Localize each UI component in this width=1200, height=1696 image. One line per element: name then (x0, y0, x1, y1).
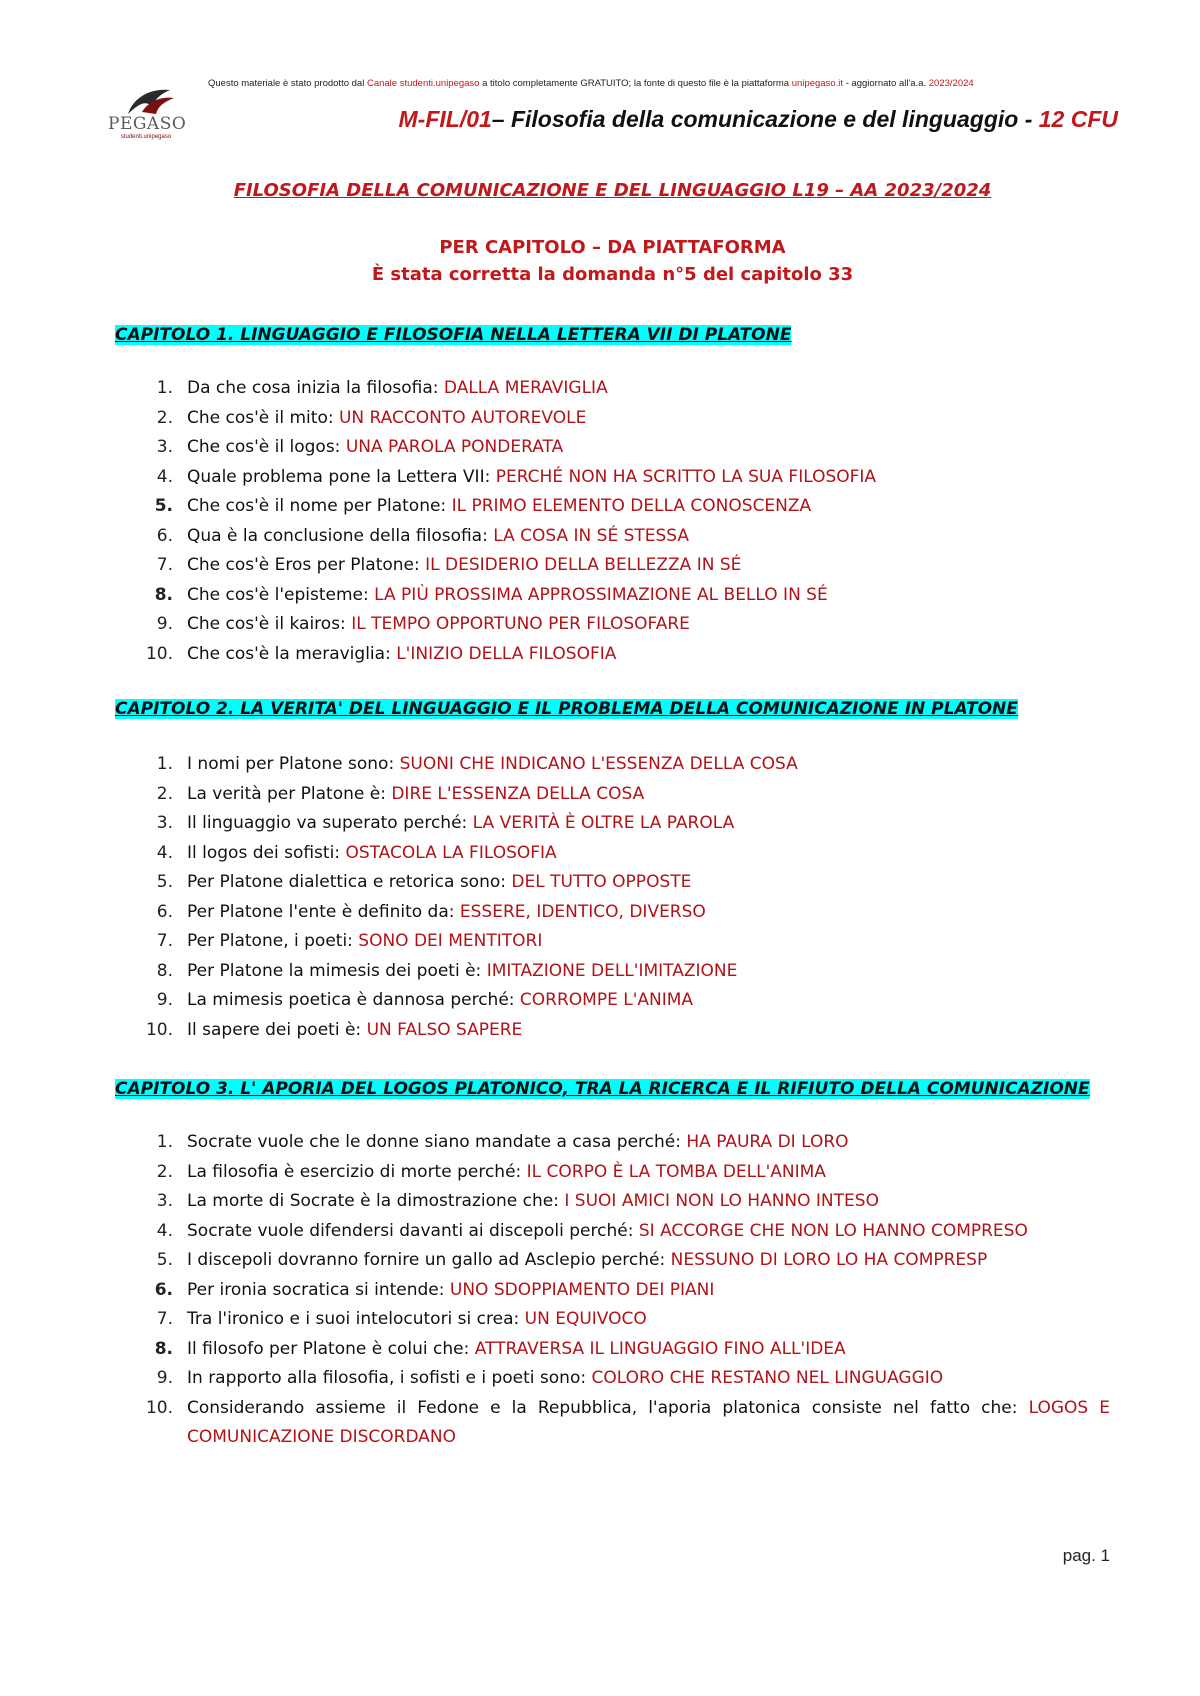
page-header (108, 78, 1118, 148)
question-item (115, 927, 1110, 957)
course-cfu: 12 CFU (1038, 106, 1118, 132)
answer-text: HA PAURA DI LORO (686, 1132, 849, 1152)
question-text: Che cos'è la meraviglia: (187, 643, 397, 664)
question-item (115, 1276, 1110, 1306)
question-item (115, 1305, 1110, 1335)
answer-text: DEL TUTTO OPPOSTE (511, 872, 692, 892)
question-number: 2. (156, 407, 173, 428)
question-item (115, 780, 1110, 810)
answer-text: LOGOS E COMUNICAZIONE DISCORDANO (187, 1397, 1110, 1447)
question-text: I discepoli dovranno fornire un gallo ad Asclepio perché: (187, 1250, 671, 1270)
question-item (115, 1217, 1110, 1247)
question-item (115, 551, 1110, 581)
question-number: 7. (156, 555, 173, 575)
course-title (308, 106, 1118, 133)
question-number: 7. (156, 1309, 173, 1329)
question-number: 7. (156, 931, 173, 951)
notice-text-2: a titolo completamente GRATUITO; la fonte di questo file è la piattaforma (479, 78, 792, 89)
question-text: La verità per Platone è: (187, 783, 392, 804)
question-number: 9. (156, 1368, 173, 1388)
question-text: Per Platone dialettica e retorica sono: (187, 872, 512, 892)
question-text: La filosofia è esercizio di morte perché: (187, 1161, 527, 1182)
answer-text: SI ACCORGE CHE NON LO HANNO COMPRESO (638, 1220, 1028, 1241)
logo-text: PEGASO (108, 114, 187, 134)
question-text: I nomi per Platone sono: (187, 754, 400, 774)
question-text: Per Platone la mimesis dei poeti è: (187, 960, 487, 981)
question-number: 5. (154, 496, 173, 516)
question-text: Che cos'è Eros per Platone: (187, 555, 426, 575)
question-item (115, 433, 1110, 463)
chapter-3-title: CAPITOLO 3. L' APORIA DEL LOGOS PLATONICO, TRA LA RICERCA E IL RIFIUTO DELLA COMUNICAZIONE (115, 1079, 1090, 1099)
course-name: – Filosofia della comunicazione e del linguaggio - (491, 106, 1039, 132)
answer-text: UN RACCONTO AUTOREVOLE (338, 407, 587, 428)
answer-text: OSTACOLA LA FILOSOFIA (345, 842, 557, 863)
question-number: 1. (156, 1132, 173, 1152)
question-number: 1. (156, 754, 173, 774)
question-item (115, 374, 1110, 404)
question-number: 4. (156, 842, 173, 863)
answer-text: L'INIZIO DELLA FILOSOFIA (396, 643, 617, 664)
question-item (115, 809, 1110, 839)
question-number: 2. (156, 783, 173, 804)
logo-subtext: studenti.unipegaso (120, 134, 172, 140)
notice-link-platform[interactable]: unipegaso.it (791, 78, 843, 89)
question-text: Socrate vuole che le donne siano mandate a casa perché: (187, 1132, 687, 1152)
answer-text: UN FALSO SAPERE (366, 1019, 523, 1040)
question-item (115, 1364, 1110, 1394)
document-body (115, 180, 1110, 1453)
answer-text: IL PRIMO ELEMENTO DELLA CONOSCENZA (451, 496, 812, 516)
question-text: Il logos dei sofisti: (187, 842, 346, 863)
answer-text: SONO DEI MENTITORI (358, 931, 543, 951)
answer-text: IMITAZIONE DELL'IMITAZIONE (486, 960, 738, 981)
question-text: Il filosofo per Platone è colui che: (187, 1338, 475, 1359)
question-item (115, 522, 1110, 552)
question-item (115, 750, 1110, 780)
question-text: Considerando assieme il Fedone e la Repubblica, l'aporia platonica consiste nel fatto che: (187, 1397, 1029, 1418)
question-number: 10. (145, 1019, 173, 1040)
source-notice (208, 78, 1118, 89)
question-number: 8. (154, 584, 173, 605)
question-item (115, 404, 1110, 434)
question-text: Che cos'è il nome per Platone: (187, 496, 452, 516)
document-title: FILOSOFIA DELLA COMUNICAZIONE E DEL LINGUAGGIO L19 – AA 2023/2024 (233, 180, 992, 201)
question-item (115, 1158, 1110, 1188)
question-number: 1. (156, 378, 173, 398)
page-number: pag. 1 (1062, 1546, 1110, 1565)
question-text: Che cos'è il kairos: (187, 614, 352, 634)
answer-text: LA PIÙ PROSSIMA APPROSSIMAZIONE AL BELLO IN SÉ (374, 584, 828, 605)
question-text: La mimesis poetica è dannosa perché: (187, 990, 520, 1010)
question-number: 6. (156, 901, 173, 922)
question-item (115, 839, 1110, 869)
pegasus-wing-icon (108, 84, 188, 118)
question-item (115, 1187, 1110, 1217)
question-text: La morte di Socrate è la dimostrazione che: (187, 1191, 565, 1211)
question-item (115, 1335, 1110, 1365)
notice-text-3: - aggiornato all'a.a. (842, 78, 929, 89)
question-text: Che cos'è il mito: (187, 407, 339, 428)
question-number: 10. (145, 1397, 173, 1418)
answer-text: NESSUNO DI LORO LO HA COMPRESP (670, 1250, 988, 1270)
question-number: 5. (156, 1250, 173, 1270)
question-number: 5. (156, 872, 173, 892)
answer-text: IL TEMPO OPPORTUNO PER FILOSOFARE (351, 614, 690, 634)
notice-text-1: Questo materiale è stato prodotto dal (208, 78, 367, 89)
question-item (115, 492, 1110, 522)
question-number: 3. (156, 437, 173, 457)
chapter-3-questions (115, 1128, 1110, 1453)
question-text: Che cos'è il logos: (187, 437, 346, 457)
question-number: 10. (145, 643, 173, 664)
answer-text: UN EQUIVOCO (524, 1309, 647, 1329)
question-text: Tra l'ironico e i suoi intelocutori si crea: (187, 1309, 525, 1329)
answer-text: UNO SDOPPIAMENTO DEI PIANI (449, 1279, 715, 1300)
pegaso-logo (108, 84, 188, 150)
question-text: Che cos'è l'episteme: (187, 584, 375, 605)
question-item (115, 868, 1110, 898)
notice-year: 2023/2024 (928, 78, 974, 89)
question-text: Socrate vuole difendersi davanti ai discepoli perché: (187, 1220, 639, 1241)
question-number: 3. (156, 1191, 173, 1211)
question-text: Il sapere dei poeti è: (187, 1019, 367, 1040)
chapter-1-title: CAPITOLO 1. LINGUAGGIO E FILOSOFIA NELLA LETTERA VII DI PLATONE (115, 325, 792, 345)
question-number: 4. (156, 1220, 173, 1241)
question-number: 9. (156, 614, 173, 634)
course-code: M-FIL/01 (398, 106, 492, 132)
question-text: Il linguaggio va superato perché: (187, 813, 473, 833)
question-item (115, 1394, 1110, 1453)
answer-text: UNA PAROLA PONDERATA (345, 437, 564, 457)
question-number: 9. (156, 990, 173, 1010)
question-text: Da che cosa inizia la filosofia: (187, 378, 444, 398)
question-text: Per Platone l'ente è definito da: (187, 901, 460, 922)
question-item (115, 898, 1110, 928)
question-number: 4. (156, 466, 173, 487)
question-text: Per Platone, i poeti: (187, 931, 359, 951)
question-number: 6. (156, 525, 173, 546)
answer-text: CORROMPE L'ANIMA (519, 990, 694, 1010)
question-item (115, 581, 1110, 611)
question-text: Quale problema pone la Lettera VII: (187, 466, 496, 487)
question-item (115, 1016, 1110, 1046)
answer-text: DIRE L'ESSENZA DELLA COSA (391, 783, 645, 804)
question-number: 8. (154, 1338, 173, 1359)
question-item (115, 1246, 1110, 1276)
question-item (115, 610, 1110, 640)
question-text: Per ironia socratica si intende: (187, 1279, 450, 1300)
question-number: 2. (156, 1161, 173, 1182)
chapter-2-heading (115, 695, 1110, 724)
answer-text: IL CORPO È LA TOMBA DELL'ANIMA (526, 1161, 826, 1182)
answer-text: ESSERE, IDENTICO, DIVERSO (459, 901, 706, 922)
answer-text: COLORO CHE RESTANO NEL LINGUAGGIO (591, 1368, 944, 1388)
question-item (115, 1128, 1110, 1158)
document-subtitle: PER CAPITOLO – DA PIATTAFORMA (439, 237, 786, 258)
answer-text: DALLA MERAVIGLIA (443, 378, 608, 398)
question-item (115, 986, 1110, 1016)
answer-text: ATTRAVERSA IL LINGUAGGIO FINO ALL'IDEA (474, 1338, 846, 1359)
question-text: In rapporto alla filosofia, i sofisti e i poeti sono: (187, 1368, 592, 1388)
notice-link-channel[interactable]: Canale studenti.unipegaso (366, 78, 480, 89)
chapter-2-title: CAPITOLO 2. LA VERITA' DEL LINGUAGGIO E IL PROBLEMA DELLA COMUNICAZIONE IN PLATONE (115, 699, 1018, 719)
chapter-3-heading (115, 1075, 1110, 1104)
chapter-1-questions (115, 374, 1110, 669)
question-number: 3. (156, 813, 173, 833)
question-item (115, 463, 1110, 493)
answer-text: IL DESIDERIO DELLA BELLEZZA IN SÉ (425, 555, 742, 575)
question-number: 8. (156, 960, 173, 981)
answer-text: I SUOI AMICI NON LO HANNO INTESO (564, 1191, 879, 1211)
answer-text: LA COSA IN SÉ STESSA (493, 525, 690, 546)
correction-note: È stata corretta la domanda n°5 del capitolo 33 (371, 264, 854, 285)
question-number: 6. (154, 1279, 173, 1300)
question-item (115, 957, 1110, 987)
question-text: Qua è la conclusione della filosofia: (187, 525, 494, 546)
chapter-2-questions (115, 750, 1110, 1045)
answer-text: PERCHÉ NON HA SCRITTO LA SUA FILOSOFIA (495, 466, 877, 487)
answer-text: LA VERITÀ È OLTRE LA PAROLA (472, 813, 735, 833)
question-item (115, 640, 1110, 670)
answer-text: SUONI CHE INDICANO L'ESSENZA DELLA COSA (399, 754, 798, 774)
chapter-1-heading (115, 321, 1110, 350)
